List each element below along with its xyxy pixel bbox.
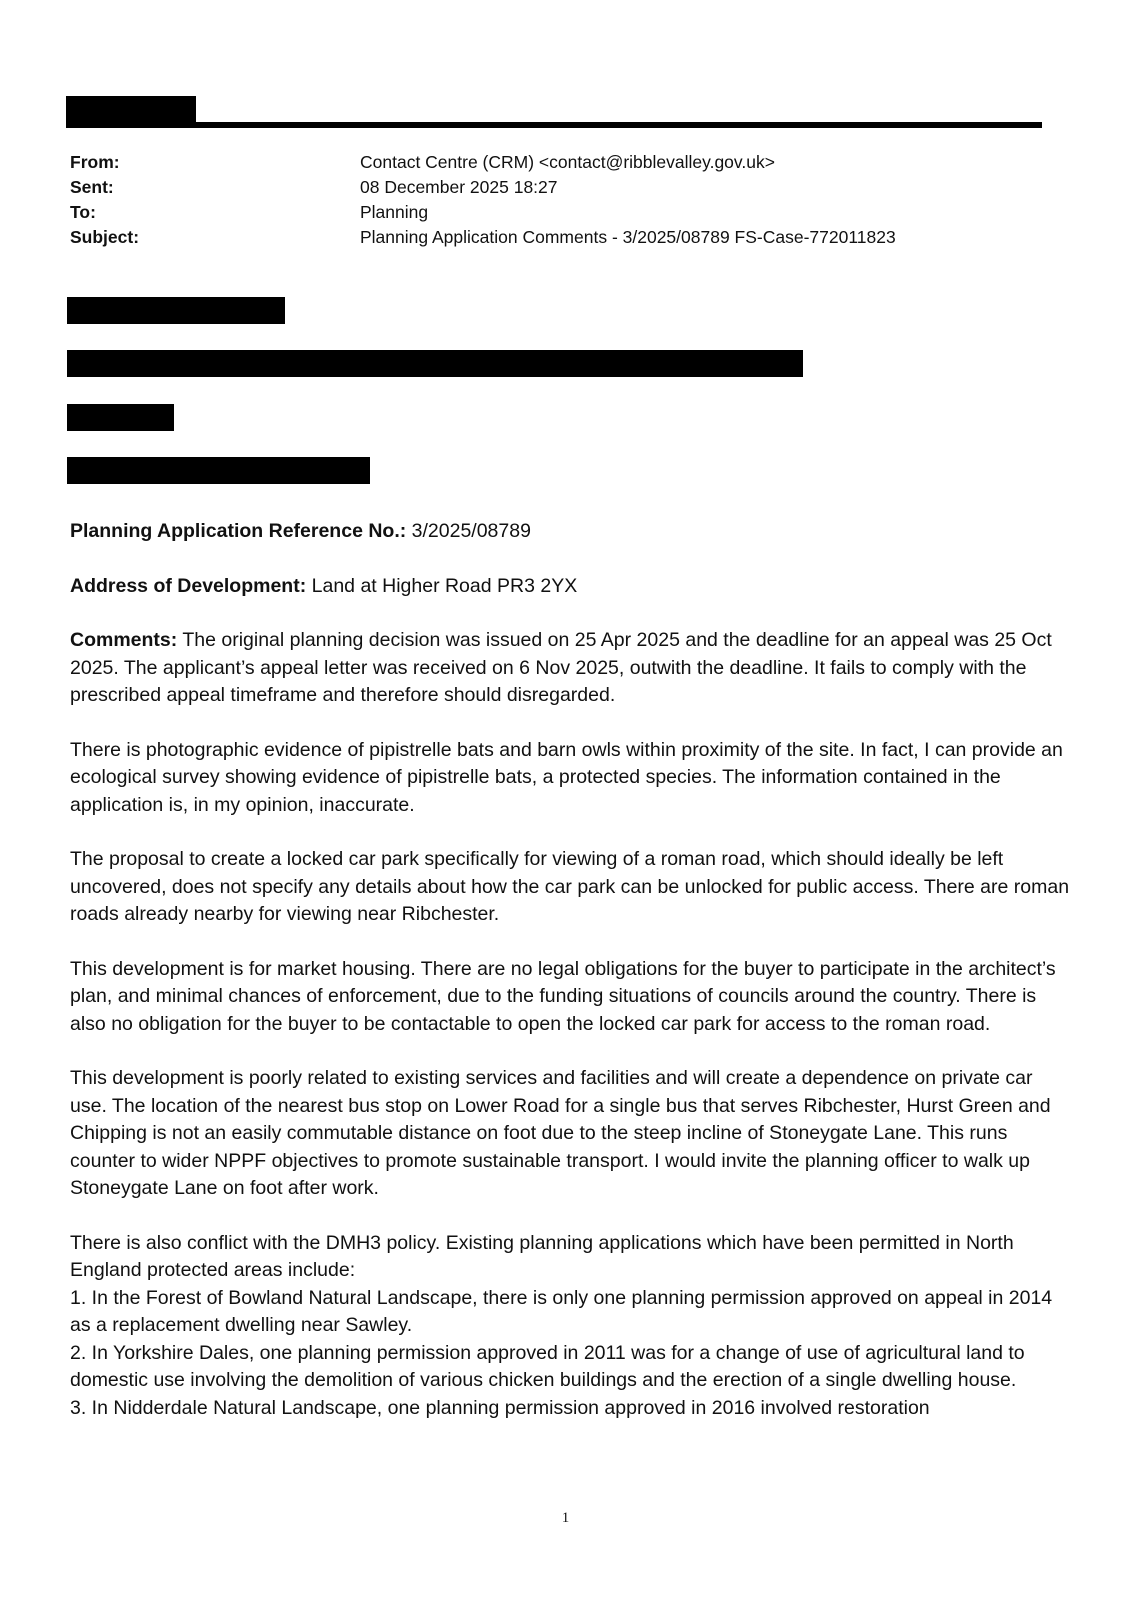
paragraph-policy: There is also conflict with the DMH3 policy. Existing planning applications which have been permitted in North England protected areas include: xyxy=(70,1231,1014,1281)
paragraph-ecology: There is photographic evidence of pipistrelle bats and barn owls within proximity of the site. In fact, I can provide an ecological survey showing evidence of pipistrelle bats, a protected species. The information contained in the application is, in my opinion, inaccurate. xyxy=(70,738,1063,816)
address-label: Address of Development: xyxy=(70,574,307,597)
from-value: Contact Centre (CRM) <contact@ribblevalley.gov.uk> xyxy=(360,152,775,172)
list-item: 1. In the Forest of Bowland Natural Landscape, there is only one planning permission approved on appeal in 2014 as a replacement dwelling near Sawley. xyxy=(70,1286,1053,1336)
subject-label: Subject: xyxy=(70,227,140,247)
paragraph-car-park: The proposal to create a locked car park specifically for viewing of a roman road, which should ideally be left uncovered, does not specify any details about how the car park can be unlocked for public access. There are roman roads already nearby for viewing near Ribchester. xyxy=(70,848,1070,925)
redaction-bar-postcode xyxy=(67,404,174,431)
to-label: To: xyxy=(70,202,96,222)
list-item: 2. In Yorkshire Dales, one planning permission approved in 2011 was for a change of use of agricultural land to domestic use involving the demolition of various chicken buildings and the erection of a single dwelling house. xyxy=(70,1341,1025,1391)
to-row xyxy=(70,200,1050,225)
paragraph-transport: This development is poorly related to existing services and facilities and will create a dependence on private car use. The location of the nearest bus stop on Lower Road for a single bus that serves Ribchester, Hurst Green and Chipping is not an easily commutable distance on foot due to the steep incline of Stoneygate Lane. This runs counter to wider NPPF objectives to promote sustainable transport. I would invite the planning officer to walk up Stoneygate Lane on foot after work. xyxy=(70,1067,1051,1199)
reference-line xyxy=(70,518,1070,546)
redaction-bar-name xyxy=(67,297,285,324)
sent-row xyxy=(70,175,1050,200)
list-item: 3. In Nidderdale Natural Landscape, one planning permission approved in 2016 involved restoration xyxy=(70,1396,930,1419)
sent-value: 08 December 2025 18:27 xyxy=(360,177,558,197)
redaction-bar-sender xyxy=(66,96,196,124)
from-label: From: xyxy=(70,152,120,172)
comments-paragraph xyxy=(70,627,1070,710)
header-rule xyxy=(66,122,1042,128)
address-value: Land at Higher Road PR3 2YX xyxy=(311,574,578,597)
reference-label: Planning Application Reference No.: xyxy=(70,520,407,542)
from-row xyxy=(70,150,1050,175)
redaction-bar-email xyxy=(67,457,370,484)
subject-value: Planning Application Comments - 3/2025/08789 FS-Case-772011823 xyxy=(360,227,896,247)
redaction-bar-address xyxy=(67,350,803,377)
to-value: Planning xyxy=(360,202,429,222)
comment-body xyxy=(70,518,1070,1422)
subject-row xyxy=(70,225,1050,250)
reference-value: 3/2025/08789 xyxy=(411,520,531,542)
sent-label: Sent: xyxy=(70,177,114,197)
page-number: 1 xyxy=(561,1510,570,1526)
comments-label: Comments: xyxy=(70,629,178,651)
paragraph-market-housing: This development is for market housing. There are no legal obligations for the buyer to participate in the architect’s plan, and minimal chances of enforcement, due to the funding situations of councils around the country. There is also no obligation for the buyer to be contactable to open the locked car park for access to the roman road. xyxy=(70,957,1056,1035)
email-header xyxy=(70,150,1050,250)
address-line xyxy=(70,573,1070,601)
comments-text: The original planning decision was issued on 25 Apr 2025 and the deadline for an appeal was 25 Oct 2025. The applicant’s appeal letter was received on 6 Nov 2025, outwith the deadline. It fails to comply with the prescribed appeal timeframe and therefore should disregarded. xyxy=(70,629,1052,706)
